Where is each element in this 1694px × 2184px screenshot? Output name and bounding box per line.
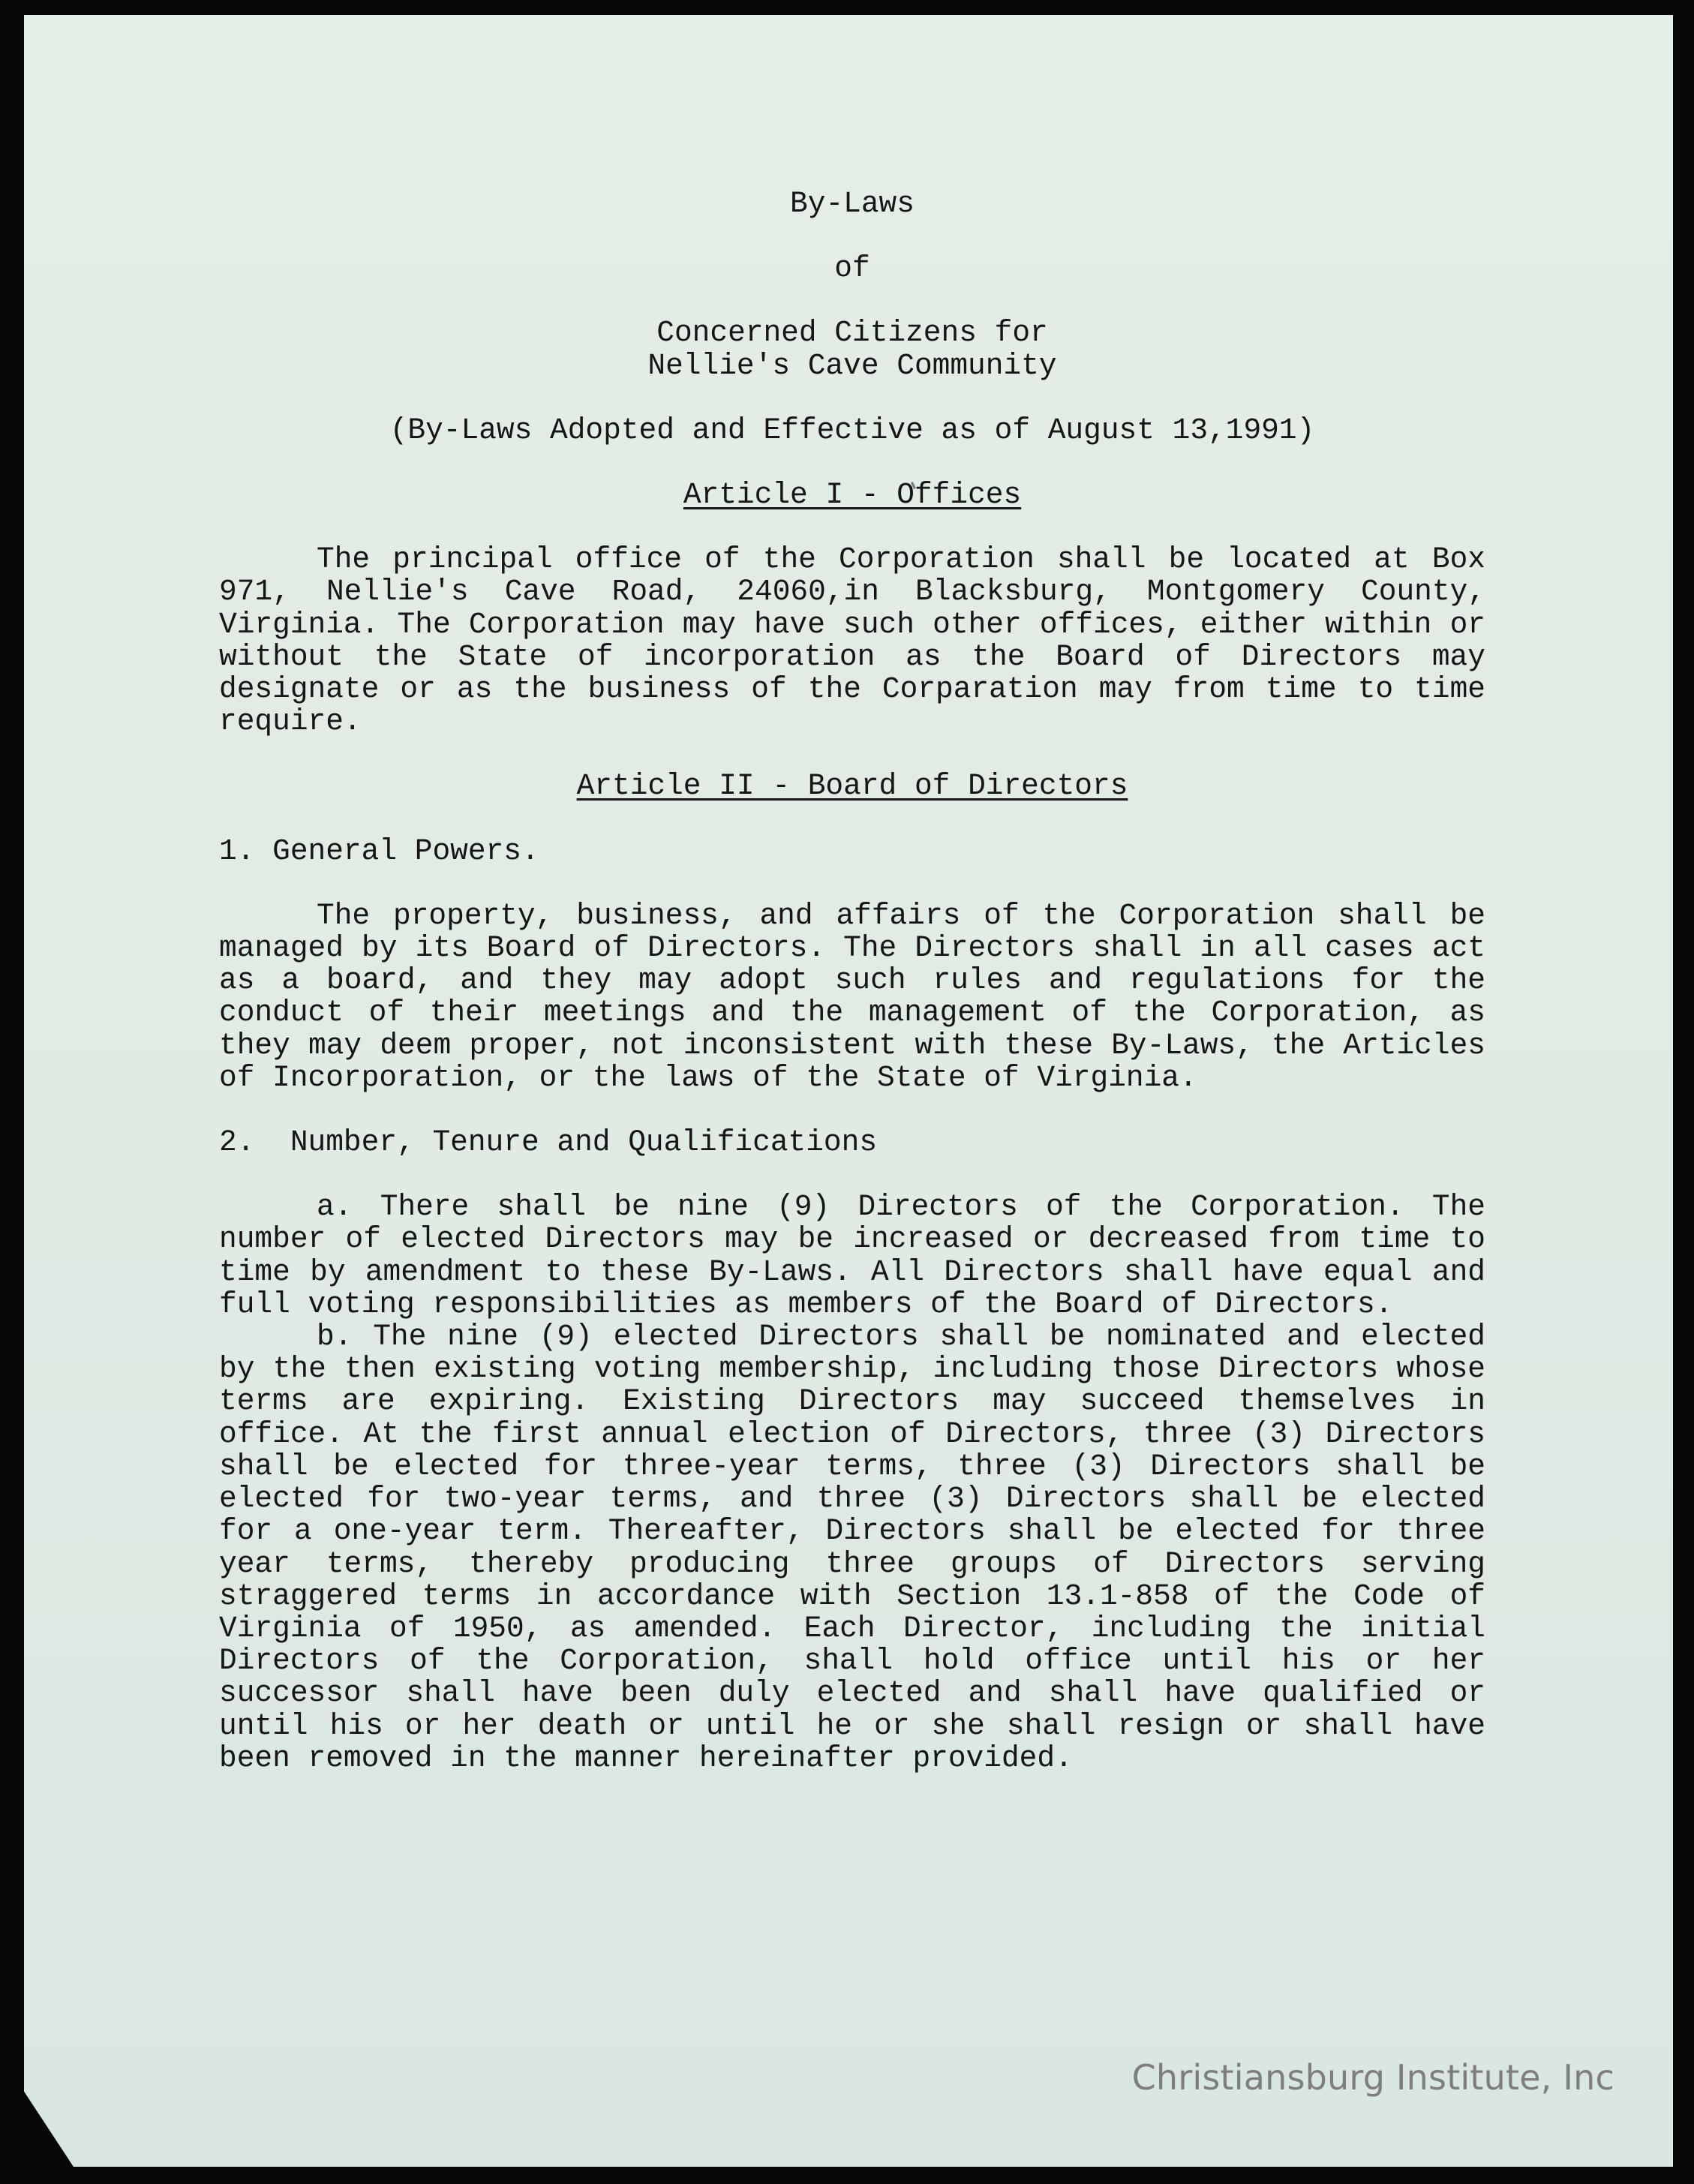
section-1-body: The property, business, and affairs of the Corporation shall be managed by its Board of Directors. The Directors shall in all cases act as a board, and they may adopt such rules and regulations for the conduct of their meetings and the management of the Corporation, as they may deem proper, not inconsistent with these By-Laws, the Articles of Incorporation, or the laws of the State of Virginia. [219, 898, 1485, 1095]
document-title: By-Laws [790, 187, 915, 221]
section-2-title: 2. Number, Tenure and Qualifications [219, 1125, 878, 1160]
document-title-of: of [834, 251, 870, 286]
article-1-heading: Article I - Offices [683, 478, 1022, 512]
article-1-body: The principal office of the Corporation shall be located at Box 971, Nellie's Cave Road, 24060,in Blacksburg, Montgomery County, Virginia. The Corporation may have such other offices, either within or without the State of incorporation as the Board of Directors may designate or as the business of the Corparation may from time to time require. [219, 542, 1485, 739]
organization-name-line1: Concerned Citizens for [656, 316, 1048, 350]
document-body [219, 188, 1485, 1774]
adoption-note: (By-Laws Adopted and Effective as of August 13,1991) [389, 413, 1315, 447]
archive-watermark: Christiansburg Institute, Inc [1131, 2057, 1614, 2098]
section-2-paragraph-b: b. The nine (9) elected Directors shall be nominated and elected by the then existing voting membership, including those Directors whose terms are expiring. Existing Directors may succeed themselves in office. At the first annual election of Directors, three (3) Directors shall be elected for three-year terms, three (3) Directors shall be elected for two-year terms, and three (3) Directors shall be elected for a one-year term. Thereafter, Directors shall be elected for three year terms, thereby producing three groups of Directors serving straggered terms in accordance with Section 13.1-858 of the Code of Virginia of 1950, as amended. Each Director, including the initial Directors of the Corporation, shall hold office until his or her successor shall have been duly elected and shall have qualified or until his or her death or until he or she shall resign or shall have been removed in the manner hereinafter provided. [219, 1320, 1485, 1775]
section-2-paragraph-a: a. There shall be nine (9) Directors of the Corporation. The number of elected Directors may be increased or decreased from time to time by amendment to these By-Laws. All Directors shall have equal and full voting responsibilities as members of the Board of Directors. [219, 1190, 1485, 1321]
organization-name-line2: Nellie's Cave Community [647, 348, 1057, 383]
article-2-heading: Article II - Board of Directors [576, 769, 1128, 804]
section-1-title: 1. General Powers. [219, 834, 539, 868]
